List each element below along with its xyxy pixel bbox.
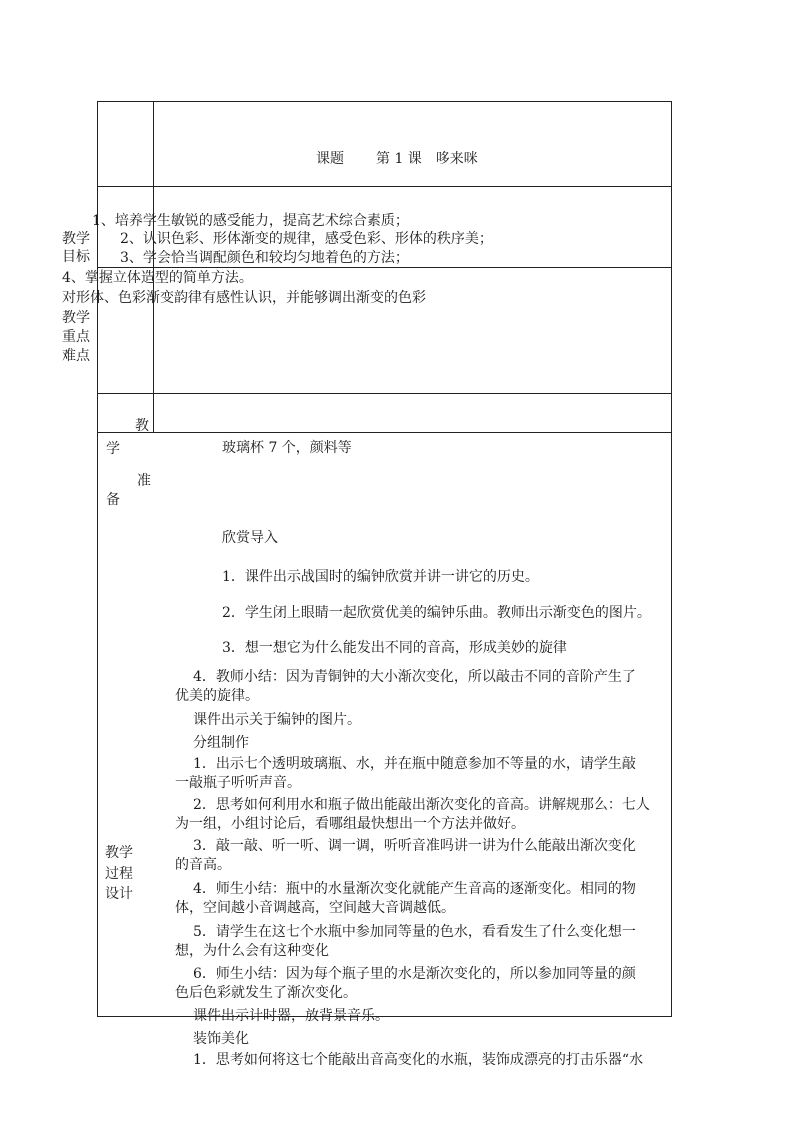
prep-label-4: 备: [106, 492, 120, 508]
group-item-2-line2: 为一组，小组讨论后，看哪组最快想出一个方法并做好。: [175, 816, 525, 832]
group-item-7: 课件出示计时器，放背景音乐。: [193, 1008, 389, 1024]
group-item-1-line1: 1．出示七个透明玻璃瓶、水，并在瓶中随意参加不等量的水，请学生敲: [193, 756, 636, 772]
appreciation-item-3: 3．想一想它为什么能发出不同的音高，形成美妙的旋律: [222, 640, 567, 656]
decoration-item-1: 1．思考如何将这七个能敲出音高变化的水瓶，装饰成漂亮的打击乐器“水: [193, 1052, 644, 1068]
process-label-line1: 教学: [105, 845, 133, 861]
group-item-5-line1: 5．请学生在这七个水瓶中参加同等量的色水，看看发生了什么变化想一: [193, 924, 636, 940]
row-divider-preparation: [97, 432, 671, 433]
section-title-appreciation: 欣赏导入: [222, 530, 278, 546]
lesson-title: 第 1 课 哆来咪: [376, 151, 478, 167]
prep-label-1: 教: [135, 418, 149, 434]
appreciation-item-1: 1．课件出示战国时的编钟欣赏并讲一讲它的历史。: [222, 569, 539, 585]
group-item-4-line1: 4．师生小结：瓶中的水量渐次变化就能产生音高的逐渐变化。相同的物: [193, 881, 636, 897]
appreciation-item-5: 课件出示关于编钟的图片。: [193, 712, 361, 728]
row-divider-keypoints: [97, 393, 671, 394]
goal-item-2: 2、认识色彩、形体渐变的规律，感受色彩、形体的秩序美；: [120, 231, 493, 247]
group-item-3-line2: 的音高。: [175, 857, 231, 873]
appreciation-item-4-line2: 优美的旋律。: [175, 688, 259, 704]
keypoints-label-line2: 重点: [62, 329, 90, 345]
table-right-border: [671, 101, 672, 1017]
keypoints-text: 对形体、色彩渐变韵律有感性认识，并能够调出渐变的色彩: [62, 290, 426, 306]
section-title-group-making: 分组制作: [193, 735, 249, 751]
goal-item-4: 4、掌握立体造型的简单方法。: [62, 270, 253, 286]
goals-label-line1: 教学: [62, 231, 90, 247]
prep-label-2: 学: [106, 441, 120, 457]
process-label-line3: 设计: [105, 886, 133, 902]
goals-label-line2: 目标: [62, 249, 90, 265]
group-item-4-line2: 体，空间越小音调越高，空间越大音调越低。: [175, 900, 455, 916]
goal-item-1: 1、培养学生敏锐的感受能力，提高艺术综合素质；: [92, 213, 409, 229]
table-left-border: [97, 101, 98, 1017]
group-item-3-line1: 3．敲一敲、听一听、调一调，听听音准吗讲一讲为什么能敲出渐次变化: [193, 838, 636, 854]
group-item-2-line1: 2．思考如何利用水和瓶子做出能敲出渐次变化的音高。讲解规那么：七人: [193, 797, 650, 813]
appreciation-item-2: 2．学生闭上眼睛一起欣赏优美的编钟乐曲。教师出示渐变色的图片。: [222, 605, 651, 621]
prep-text: 玻璃杯 7 个，颜料等: [222, 440, 352, 456]
topic-label: 课题: [316, 151, 344, 167]
row-divider-header: [97, 186, 671, 187]
process-label-line2: 过程: [105, 866, 133, 882]
group-item-1-line2: 一敲瓶子听听声音。: [175, 775, 301, 791]
section-title-decoration: 装饰美化: [193, 1031, 249, 1047]
keypoints-label-line3: 难点: [62, 348, 90, 364]
keypoints-label-line1: 教学: [62, 310, 90, 326]
group-item-6-line1: 6．师生小结：因为每个瓶子里的水是渐次变化的，所以参加同等量的颜: [193, 966, 636, 982]
table-top-border: [97, 101, 671, 102]
goal-item-3: 3、学会恰当调配颜色和较均匀地着色的方法；: [120, 250, 409, 266]
appreciation-item-4-line1: 4．教师小结：因为青铜钟的大小渐次变化，所以敲击不同的音阶产生了: [193, 669, 636, 685]
group-item-5-line2: 想，为什么会有这种变化: [175, 943, 329, 959]
group-item-6-line2: 色后色彩就发生了渐次变化。: [175, 985, 357, 1001]
prep-label-3: 准: [137, 473, 151, 489]
row-divider-goals: [97, 267, 671, 268]
